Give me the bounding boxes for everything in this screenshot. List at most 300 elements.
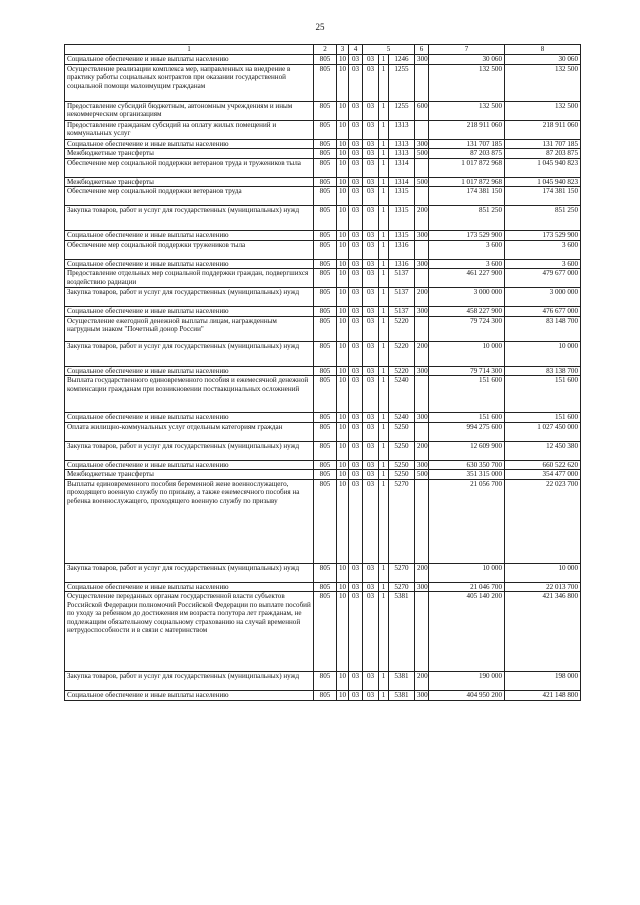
- subsection-code: 03: [349, 316, 363, 341]
- expense-type-code: [415, 269, 429, 288]
- line-item-name: Социальное обеспечение и иные выплаты населению: [65, 582, 314, 592]
- program-code: 03: [363, 470, 379, 480]
- program-code: 03: [363, 441, 379, 460]
- target-item-code: 5270: [389, 582, 415, 592]
- section-code: 10: [337, 259, 349, 269]
- target-item-code: 5270: [389, 479, 415, 563]
- line-item-name: Закупка товаров, работ и услуг для государственных (муниципальных) нужд: [65, 672, 314, 691]
- expense-type-code: 600: [415, 101, 429, 120]
- table-row: [65, 582, 581, 592]
- subprogram-code: 1: [379, 149, 389, 159]
- target-item-code: 1316: [389, 240, 415, 259]
- table-row: [65, 479, 581, 563]
- line-item-name: Социальное обеспечение и иные выплаты населению: [65, 460, 314, 470]
- amount-year-1: 218 911 060: [429, 120, 505, 139]
- amount-year-1: 21 046 700: [429, 582, 505, 592]
- subsection-code: 03: [349, 563, 363, 582]
- expense-type-code: [415, 120, 429, 139]
- table-row: [65, 177, 581, 187]
- table-row: [65, 259, 581, 269]
- subsection-code: 03: [349, 470, 363, 480]
- ministry-code: 805: [314, 592, 337, 672]
- subsection-code: 03: [349, 139, 363, 149]
- target-item-code: 5220: [389, 366, 415, 376]
- subsection-code: 03: [349, 64, 363, 101]
- subsection-code: 03: [349, 672, 363, 691]
- program-code: 03: [363, 149, 379, 159]
- section-code: 10: [337, 231, 349, 241]
- subprogram-code: 1: [379, 177, 389, 187]
- subsection-code: 03: [349, 460, 363, 470]
- subprogram-code: 1: [379, 413, 389, 423]
- line-item-name: Социальное обеспечение и иные выплаты населению: [65, 413, 314, 423]
- amount-year-2: 22 013 700: [505, 582, 581, 592]
- amount-year-1: 190 000: [429, 672, 505, 691]
- amount-year-1: 351 315 000: [429, 470, 505, 480]
- target-item-code: 5250: [389, 470, 415, 480]
- ministry-code: 805: [314, 288, 337, 307]
- program-code: 03: [363, 479, 379, 563]
- subsection-code: 03: [349, 240, 363, 259]
- subprogram-code: 1: [379, 158, 389, 177]
- subsection-code: 03: [349, 259, 363, 269]
- ministry-code: 805: [314, 240, 337, 259]
- subprogram-code: 1: [379, 672, 389, 691]
- subsection-code: 03: [349, 120, 363, 139]
- amount-year-2: 10 000: [505, 563, 581, 582]
- subsection-code: 03: [349, 376, 363, 413]
- target-item-code: 5250: [389, 460, 415, 470]
- section-code: 10: [337, 341, 349, 366]
- header-col-3: 3: [337, 45, 349, 55]
- ministry-code: 805: [314, 479, 337, 563]
- program-code: 03: [363, 269, 379, 288]
- section-code: 10: [337, 470, 349, 480]
- amount-year-2: 83 148 700: [505, 316, 581, 341]
- table-row: [65, 139, 581, 149]
- amount-year-1: 405 140 200: [429, 592, 505, 672]
- ministry-code: 805: [314, 582, 337, 592]
- expense-type-code: 300: [415, 366, 429, 376]
- line-item-name: Осуществление ежегодной денежной выплаты лицам, награжденным нагрудным знаком "Почетный донор России": [65, 316, 314, 341]
- amount-year-1: 3 000 000: [429, 288, 505, 307]
- expense-type-code: 200: [415, 441, 429, 460]
- ministry-code: 805: [314, 120, 337, 139]
- amount-year-2: 174 381 150: [505, 187, 581, 206]
- budget-table: [64, 44, 581, 701]
- section-code: 10: [337, 672, 349, 691]
- ministry-code: 805: [314, 231, 337, 241]
- table-row: [65, 240, 581, 259]
- target-item-code: 5381: [389, 672, 415, 691]
- amount-year-1: 30 060: [429, 55, 505, 65]
- subprogram-code: 1: [379, 206, 389, 231]
- target-item-code: 1255: [389, 64, 415, 101]
- amount-year-2: 131 707 185: [505, 139, 581, 149]
- expense-type-code: [415, 422, 429, 441]
- table-row: [65, 460, 581, 470]
- target-item-code: 1246: [389, 55, 415, 65]
- amount-year-1: 79 724 300: [429, 316, 505, 341]
- program-code: 03: [363, 177, 379, 187]
- amount-year-2: 87 203 875: [505, 149, 581, 159]
- subsection-code: 03: [349, 582, 363, 592]
- ministry-code: 805: [314, 64, 337, 101]
- subprogram-code: 1: [379, 288, 389, 307]
- amount-year-1: 851 250: [429, 206, 505, 231]
- amount-year-2: 476 677 000: [505, 307, 581, 317]
- ministry-code: 805: [314, 460, 337, 470]
- ministry-code: 805: [314, 269, 337, 288]
- expense-type-code: 200: [415, 206, 429, 231]
- amount-year-2: 83 138 700: [505, 366, 581, 376]
- subprogram-code: 1: [379, 479, 389, 563]
- line-item-name: Обеспечение мер социальной поддержки ветеранов труда: [65, 187, 314, 206]
- subsection-code: 03: [349, 269, 363, 288]
- line-item-name: Социальное обеспечение и иные выплаты населению: [65, 55, 314, 65]
- amount-year-2: 132 500: [505, 64, 581, 101]
- amount-year-1: 994 275 600: [429, 422, 505, 441]
- amount-year-2: 660 522 620: [505, 460, 581, 470]
- table-row: [65, 206, 581, 231]
- amount-year-1: 630 350 700: [429, 460, 505, 470]
- section-code: 10: [337, 149, 349, 159]
- target-item-code: 5240: [389, 413, 415, 423]
- expense-type-code: 300: [415, 231, 429, 241]
- table-row: [65, 366, 581, 376]
- target-item-code: 1315: [389, 206, 415, 231]
- subprogram-code: 1: [379, 460, 389, 470]
- header-row: [65, 45, 581, 55]
- amount-year-2: 10 000: [505, 341, 581, 366]
- amount-year-1: 174 381 150: [429, 187, 505, 206]
- subprogram-code: 1: [379, 240, 389, 259]
- amount-year-1: 10 000: [429, 563, 505, 582]
- amount-year-1: 151 600: [429, 413, 505, 423]
- amount-year-1: 151 600: [429, 376, 505, 413]
- program-code: 03: [363, 231, 379, 241]
- line-item-name: Социальное обеспечение и иные выплаты населению: [65, 691, 314, 701]
- amount-year-1: 461 227 900: [429, 269, 505, 288]
- line-item-name: Обеспечение мер социальной поддержки ветеранов труда и тружеников тыла: [65, 158, 314, 177]
- expense-type-code: [415, 479, 429, 563]
- section-code: 10: [337, 422, 349, 441]
- table-row: [65, 269, 581, 288]
- program-code: 03: [363, 413, 379, 423]
- section-code: 10: [337, 101, 349, 120]
- target-item-code: 5240: [389, 376, 415, 413]
- expense-type-code: 300: [415, 460, 429, 470]
- amount-year-1: 10 000: [429, 341, 505, 366]
- table-row: [65, 672, 581, 691]
- expense-type-code: 200: [415, 563, 429, 582]
- subsection-code: 03: [349, 177, 363, 187]
- target-item-code: 5270: [389, 563, 415, 582]
- amount-year-1: 87 203 875: [429, 149, 505, 159]
- amount-year-1: 173 529 900: [429, 231, 505, 241]
- table-row: [65, 158, 581, 177]
- amount-year-1: 404 950 200: [429, 691, 505, 701]
- table-row: [65, 120, 581, 139]
- subsection-code: 03: [349, 479, 363, 563]
- line-item-name: Оплата жилищно-коммунальных услуг отдельным категориям граждан: [65, 422, 314, 441]
- section-code: 10: [337, 460, 349, 470]
- subprogram-code: 1: [379, 187, 389, 206]
- target-item-code: 1316: [389, 259, 415, 269]
- table-row: [65, 149, 581, 159]
- target-item-code: 1255: [389, 101, 415, 120]
- program-code: 03: [363, 64, 379, 101]
- target-item-code: 1313: [389, 139, 415, 149]
- subprogram-code: 1: [379, 422, 389, 441]
- line-item-name: Закупка товаров, работ и услуг для государственных (муниципальных) нужд: [65, 563, 314, 582]
- table-row: [65, 563, 581, 582]
- header-col-2: 2: [314, 45, 337, 55]
- line-item-name: Социальное обеспечение и иные выплаты населению: [65, 139, 314, 149]
- program-code: 03: [363, 55, 379, 65]
- section-code: 10: [337, 206, 349, 231]
- amount-year-2: 22 023 700: [505, 479, 581, 563]
- section-code: 10: [337, 55, 349, 65]
- table-row: [65, 441, 581, 460]
- program-code: 03: [363, 240, 379, 259]
- header-col-8: 8: [505, 45, 581, 55]
- target-item-code: 5137: [389, 307, 415, 317]
- section-code: 10: [337, 288, 349, 307]
- ministry-code: 805: [314, 563, 337, 582]
- ministry-code: 805: [314, 177, 337, 187]
- expense-type-code: [415, 592, 429, 672]
- ministry-code: 805: [314, 259, 337, 269]
- section-code: 10: [337, 177, 349, 187]
- section-code: 10: [337, 307, 349, 317]
- target-item-code: 5381: [389, 592, 415, 672]
- table-row: [65, 376, 581, 413]
- ministry-code: 805: [314, 470, 337, 480]
- expense-type-code: 500: [415, 177, 429, 187]
- program-code: 03: [363, 307, 379, 317]
- line-item-name: Социальное обеспечение и иные выплаты населению: [65, 259, 314, 269]
- line-item-name: Осуществление переданных органам государственной власти субъектов Российской Федерации полномочий Российской Федерации по выплате пособий по уходу за ребенком до достижения им возраста полутора лет гражданам, не подлежащим обязательному социальному страхованию на случай временной нетрудоспособности и в связи с материнством: [65, 592, 314, 672]
- subsection-code: 03: [349, 187, 363, 206]
- amount-year-1: 458 227 900: [429, 307, 505, 317]
- amount-year-2: 12 450 380: [505, 441, 581, 460]
- expense-type-code: 300: [415, 55, 429, 65]
- section-code: 10: [337, 691, 349, 701]
- section-code: 10: [337, 592, 349, 672]
- section-code: 10: [337, 366, 349, 376]
- page-number: 25: [315, 22, 325, 32]
- table-row: [65, 691, 581, 701]
- line-item-name: Социальное обеспечение и иные выплаты населению: [65, 231, 314, 241]
- subsection-code: 03: [349, 592, 363, 672]
- table-row: [65, 592, 581, 672]
- line-item-name: Осуществление реализации комплекса мер, направленных на внедрение в практику работы социальных контрактов при оказании государственной социальной помощи малоимущим гражданам: [65, 64, 314, 101]
- target-item-code: 5137: [389, 288, 415, 307]
- subprogram-code: 1: [379, 441, 389, 460]
- ministry-code: 805: [314, 441, 337, 460]
- line-item-name: Межбюджетные трансферты: [65, 149, 314, 159]
- subprogram-code: 1: [379, 366, 389, 376]
- expense-type-code: 500: [415, 149, 429, 159]
- subprogram-code: 1: [379, 55, 389, 65]
- ministry-code: 805: [314, 422, 337, 441]
- line-item-name: Обеспечение мер социальной поддержки тружеников тыла: [65, 240, 314, 259]
- line-item-name: Предоставление субсидий бюджетным, автономным учреждениям и иным некоммерческим организациям: [65, 101, 314, 120]
- header-col-4: 4: [349, 45, 363, 55]
- program-code: 03: [363, 672, 379, 691]
- line-item-name: Выплаты единовременного пособия беременной жене военнослужащего, проходящего военную службу по призыву, а также ежемесячного пособия на ребенка военнослужащего, проходящего военную службу по призыву: [65, 479, 314, 563]
- section-code: 10: [337, 376, 349, 413]
- subprogram-code: 1: [379, 592, 389, 672]
- amount-year-1: 79 714 300: [429, 366, 505, 376]
- subprogram-code: 1: [379, 101, 389, 120]
- header-col-1: 1: [65, 45, 314, 55]
- amount-year-2: 30 060: [505, 55, 581, 65]
- header-col-6: 6: [415, 45, 429, 55]
- ministry-code: 805: [314, 139, 337, 149]
- ministry-code: 805: [314, 149, 337, 159]
- program-code: 03: [363, 366, 379, 376]
- subprogram-code: 1: [379, 376, 389, 413]
- target-item-code: 1313: [389, 149, 415, 159]
- expense-type-code: 200: [415, 288, 429, 307]
- section-code: 10: [337, 158, 349, 177]
- line-item-name: Социальное обеспечение и иные выплаты населению: [65, 307, 314, 317]
- amount-year-2: 132 500: [505, 101, 581, 120]
- ministry-code: 805: [314, 413, 337, 423]
- section-code: 10: [337, 582, 349, 592]
- amount-year-1: 21 056 700: [429, 479, 505, 563]
- ministry-code: 805: [314, 376, 337, 413]
- amount-year-2: 1 045 940 823: [505, 158, 581, 177]
- table-row: [65, 64, 581, 101]
- amount-year-2: 851 250: [505, 206, 581, 231]
- amount-year-2: 354 477 000: [505, 470, 581, 480]
- table-row: [65, 55, 581, 65]
- line-item-name: Выплата государственного единовременного пособия и ежемесячной денежной компенсации гражданам при возникновении поствакцинальных осложнений: [65, 376, 314, 413]
- subprogram-code: 1: [379, 120, 389, 139]
- ministry-code: 805: [314, 187, 337, 206]
- table-row: [65, 316, 581, 341]
- amount-year-1: 131 707 185: [429, 139, 505, 149]
- expense-type-code: 300: [415, 691, 429, 701]
- table-row: [65, 413, 581, 423]
- subsection-code: 03: [349, 413, 363, 423]
- ministry-code: 805: [314, 158, 337, 177]
- expense-type-code: [415, 316, 429, 341]
- target-item-code: 5250: [389, 441, 415, 460]
- target-item-code: 5381: [389, 691, 415, 701]
- amount-year-2: 3 600: [505, 240, 581, 259]
- amount-year-2: 421 346 800: [505, 592, 581, 672]
- section-code: 10: [337, 64, 349, 101]
- subsection-code: 03: [349, 288, 363, 307]
- subprogram-code: 1: [379, 316, 389, 341]
- line-item-name: Межбюджетные трансферты: [65, 470, 314, 480]
- target-item-code: 1314: [389, 177, 415, 187]
- ministry-code: 805: [314, 55, 337, 65]
- program-code: 03: [363, 341, 379, 366]
- amount-year-1: 132 500: [429, 101, 505, 120]
- subprogram-code: 1: [379, 269, 389, 288]
- subsection-code: 03: [349, 422, 363, 441]
- ministry-code: 805: [314, 672, 337, 691]
- amount-year-1: 3 600: [429, 259, 505, 269]
- target-item-code: 1314: [389, 158, 415, 177]
- amount-year-2: 3 000 000: [505, 288, 581, 307]
- line-item-name: Закупка товаров, работ и услуг для государственных (муниципальных) нужд: [65, 341, 314, 366]
- amount-year-2: 421 148 800: [505, 691, 581, 701]
- amount-year-1: 132 500: [429, 64, 505, 101]
- subprogram-code: 1: [379, 259, 389, 269]
- subsection-code: 03: [349, 231, 363, 241]
- amount-year-1: 1 017 872 968: [429, 177, 505, 187]
- expense-type-code: [415, 240, 429, 259]
- table-row: [65, 307, 581, 317]
- amount-year-1: 1 017 872 968: [429, 158, 505, 177]
- target-item-code: 5250: [389, 422, 415, 441]
- subsection-code: 03: [349, 366, 363, 376]
- line-item-name: Предоставление отдельных мер социальной поддержки граждан, подвергшихся воздействию радиации: [65, 269, 314, 288]
- program-code: 03: [363, 376, 379, 413]
- ministry-code: 805: [314, 206, 337, 231]
- expense-type-code: 500: [415, 470, 429, 480]
- section-code: 10: [337, 120, 349, 139]
- table-row: [65, 470, 581, 480]
- table-row: [65, 422, 581, 441]
- amount-year-2: 1 027 450 000: [505, 422, 581, 441]
- section-code: 10: [337, 269, 349, 288]
- section-code: 10: [337, 187, 349, 206]
- subsection-code: 03: [349, 158, 363, 177]
- target-item-code: 1313: [389, 120, 415, 139]
- expense-type-code: 300: [415, 307, 429, 317]
- program-code: 03: [363, 206, 379, 231]
- expense-type-code: 300: [415, 259, 429, 269]
- expense-type-code: 300: [415, 582, 429, 592]
- section-code: 10: [337, 563, 349, 582]
- section-code: 10: [337, 139, 349, 149]
- program-code: 03: [363, 120, 379, 139]
- table-row: [65, 231, 581, 241]
- amount-year-2: 218 911 060: [505, 120, 581, 139]
- program-code: 03: [363, 460, 379, 470]
- program-code: 03: [363, 288, 379, 307]
- expense-type-code: [415, 376, 429, 413]
- program-code: 03: [363, 316, 379, 341]
- amount-year-2: 479 677 000: [505, 269, 581, 288]
- subsection-code: 03: [349, 206, 363, 231]
- subsection-code: 03: [349, 307, 363, 317]
- amount-year-2: 173 529 900: [505, 231, 581, 241]
- line-item-name: Социальное обеспечение и иные выплаты населению: [65, 366, 314, 376]
- subprogram-code: 1: [379, 582, 389, 592]
- program-code: 03: [363, 422, 379, 441]
- section-code: 10: [337, 413, 349, 423]
- header-col-7: 7: [429, 45, 505, 55]
- program-code: 03: [363, 139, 379, 149]
- subprogram-code: 1: [379, 231, 389, 241]
- program-code: 03: [363, 158, 379, 177]
- amount-year-2: 151 600: [505, 413, 581, 423]
- subsection-code: 03: [349, 149, 363, 159]
- program-code: 03: [363, 592, 379, 672]
- section-code: 10: [337, 479, 349, 563]
- program-code: 03: [363, 259, 379, 269]
- header-col-5: 5: [363, 45, 415, 55]
- amount-year-2: 198 000: [505, 672, 581, 691]
